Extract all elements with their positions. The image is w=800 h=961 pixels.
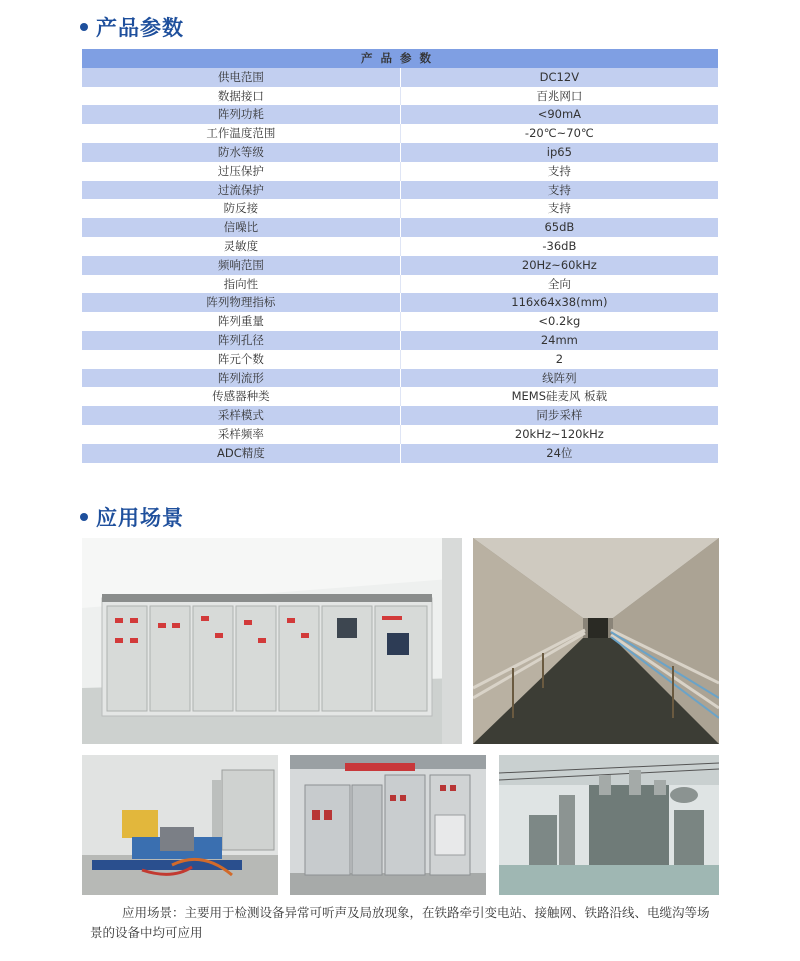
section-title-applications: 应用场景 xyxy=(96,506,184,530)
spec-value: 百兆网口 xyxy=(400,87,718,106)
spec-row xyxy=(82,350,719,369)
spec-name: 过流保护 xyxy=(82,181,400,200)
spec-row xyxy=(82,387,719,406)
spec-row xyxy=(82,312,719,331)
spec-value: ip65 xyxy=(400,143,718,162)
spec-table-header: 产品参数 xyxy=(82,49,719,68)
spec-value: <0.2kg xyxy=(400,312,718,331)
spec-name: 信噪比 xyxy=(82,218,400,237)
spec-value: 24位 xyxy=(400,444,718,463)
photo-cable-tunnel xyxy=(473,538,719,744)
spec-name: 防水等级 xyxy=(82,143,400,162)
spec-row xyxy=(82,369,719,388)
spec-name: 防反接 xyxy=(82,199,400,218)
spec-name: 采样模式 xyxy=(82,406,400,425)
spec-value: -20℃~70℃ xyxy=(400,124,718,143)
section-title-specs: 产品参数 xyxy=(96,16,184,40)
spec-name: 工作温度范围 xyxy=(82,124,400,143)
spec-name: 供电范围 xyxy=(82,68,400,87)
spec-row xyxy=(82,105,719,124)
spec-value: 65dB xyxy=(400,218,718,237)
spec-row xyxy=(82,68,719,87)
spec-name: 数据接口 xyxy=(82,87,400,106)
distribution-cabinets-image xyxy=(290,755,486,895)
spec-value: 116x64x38(mm) xyxy=(400,293,718,312)
spec-value: 线阵列 xyxy=(400,369,718,388)
spec-row xyxy=(82,293,719,312)
spec-row xyxy=(82,237,719,256)
spec-value: 2 xyxy=(400,350,718,369)
spec-value: 24mm xyxy=(400,331,718,350)
application-caption xyxy=(90,903,710,943)
spec-value: 20Hz~60kHz xyxy=(400,256,718,275)
spec-name: 传感器种类 xyxy=(82,387,400,406)
spec-value: -36dB xyxy=(400,237,718,256)
caption-text: 应用场景：主要用于检测设备异常可听声及局放现象，在铁路牵引变电站、接触网、铁路沿线、电缆沟等场景的设备中均可应用 xyxy=(90,905,710,940)
spec-name: 采样频率 xyxy=(82,425,400,444)
spec-row xyxy=(82,162,719,181)
spec-name: 阵元个数 xyxy=(82,350,400,369)
spec-table xyxy=(82,49,719,463)
spec-value: <90mA xyxy=(400,105,718,124)
spec-name: 频响范围 xyxy=(82,256,400,275)
spec-row xyxy=(82,87,719,106)
test-bench-image xyxy=(82,755,278,895)
spec-name: 阵列功耗 xyxy=(82,105,400,124)
spec-value: 支持 xyxy=(400,199,718,218)
spec-name: 阵列孔径 xyxy=(82,331,400,350)
spec-name: 阵列重量 xyxy=(82,312,400,331)
spec-row xyxy=(82,181,719,200)
photo-switchgear-room xyxy=(82,538,462,744)
section-heading-applications xyxy=(80,500,184,534)
section-heading-specs xyxy=(80,10,184,44)
transformer-substation-image xyxy=(499,755,719,895)
spec-value: 全向 xyxy=(400,275,718,294)
spec-row xyxy=(82,331,719,350)
spec-value: MEMS硅麦风 板载 xyxy=(400,387,718,406)
spec-name: 过压保护 xyxy=(82,162,400,181)
spec-name: 指向性 xyxy=(82,275,400,294)
bullet-dot-icon xyxy=(80,23,88,31)
bullet-dot-icon xyxy=(80,513,88,521)
spec-value: 同步采样 xyxy=(400,406,718,425)
spec-row xyxy=(82,444,719,463)
photo-transformer-substation xyxy=(499,755,719,895)
photo-distribution-cabinets xyxy=(290,755,486,895)
spec-value: 支持 xyxy=(400,181,718,200)
spec-row xyxy=(82,199,719,218)
spec-row xyxy=(82,124,719,143)
spec-value: 支持 xyxy=(400,162,718,181)
cable-tunnel-image xyxy=(473,538,719,744)
photo-test-bench xyxy=(82,755,278,895)
spec-table-body xyxy=(82,68,719,463)
spec-row xyxy=(82,218,719,237)
spec-name: ADC精度 xyxy=(82,444,400,463)
spec-row xyxy=(82,425,719,444)
switchgear-room-image xyxy=(82,538,462,744)
spec-value: DC12V xyxy=(400,68,718,87)
spec-name: 阵列物理指标 xyxy=(82,293,400,312)
spec-row xyxy=(82,143,719,162)
spec-name: 阵列流形 xyxy=(82,369,400,388)
spec-name: 灵敏度 xyxy=(82,237,400,256)
spec-row xyxy=(82,256,719,275)
spec-row xyxy=(82,406,719,425)
spec-value: 20kHz~120kHz xyxy=(400,425,718,444)
spec-row xyxy=(82,275,719,294)
